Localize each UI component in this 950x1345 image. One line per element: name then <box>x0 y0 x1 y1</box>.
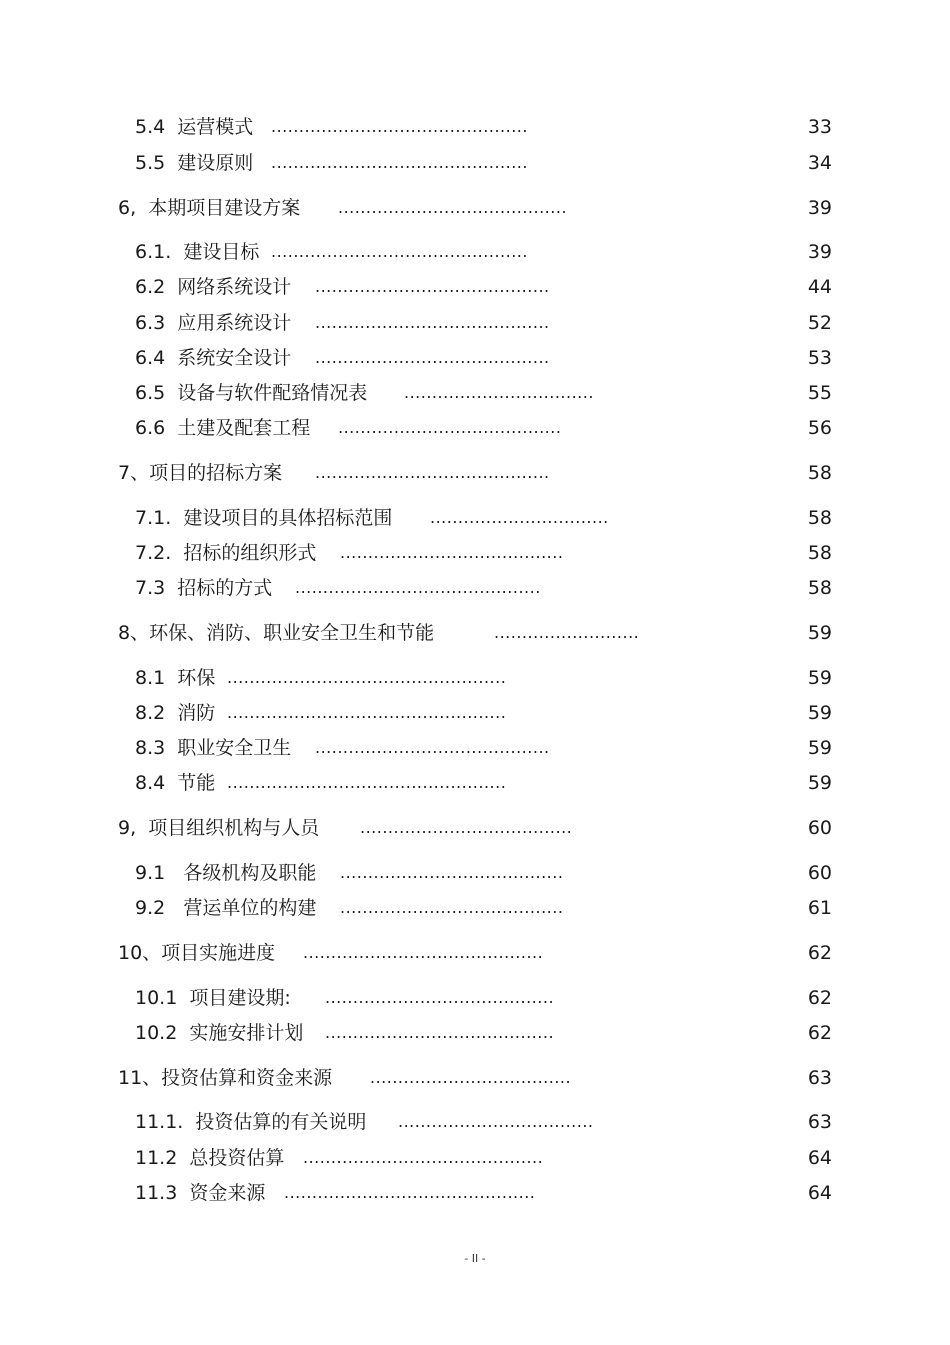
toc-page-number: 55 <box>807 382 832 404</box>
toc-page-number: 33 <box>807 116 832 138</box>
toc-leader-dots: .......................................... <box>315 463 550 482</box>
toc-entry[interactable] <box>135 505 609 531</box>
toc-entry-label: 9.1 各级机构及职能 <box>135 862 317 884</box>
toc-entry[interactable] <box>135 1109 594 1135</box>
toc-entry[interactable] <box>135 310 550 336</box>
toc-page-number: 58 <box>807 542 832 564</box>
toc-leader-dots: ............................................ <box>295 578 541 597</box>
toc-entry-label: 5.4 运营模式 <box>135 116 254 138</box>
toc-leader-dots: .............................................. <box>271 242 528 261</box>
toc-entry[interactable] <box>135 274 550 300</box>
toc-page-number: 59 <box>807 702 832 724</box>
toc-leader-dots: .............................................. <box>271 153 528 172</box>
toc-leader-dots: ................................... <box>398 1112 594 1131</box>
toc-entry-label: 8.2 消防 <box>135 702 216 724</box>
toc-leader-dots: .................................... <box>370 1068 572 1087</box>
toc-leader-dots: ........................................ <box>340 863 564 882</box>
toc-entry-label: 11、投资估算和资金来源 <box>118 1067 333 1089</box>
toc-page-number: 52 <box>807 312 832 334</box>
toc-entry[interactable] <box>135 895 564 921</box>
toc-entry[interactable] <box>118 620 640 646</box>
toc-entry[interactable] <box>135 1145 544 1171</box>
toc-page-number: 39 <box>807 241 832 263</box>
toc-leader-dots: ......................................... <box>325 1023 555 1042</box>
page-footer: - II - <box>464 1252 486 1265</box>
toc-page-number: 58 <box>807 577 832 599</box>
toc-entry-label: 11.2 总投资估算 <box>135 1147 285 1169</box>
toc-entry-label: 6.5 设备与软件配臵情况表 <box>135 382 368 404</box>
toc-entry-label: 6.4 系统安全设计 <box>135 347 292 369</box>
toc-entry-label: 7.3 招标的方式 <box>135 577 273 599</box>
toc-entry[interactable] <box>135 415 562 441</box>
toc-leader-dots: ........................................... <box>303 943 544 962</box>
toc-page-number: 63 <box>807 1111 832 1133</box>
toc-entry-label: 8.4 节能 <box>135 772 216 794</box>
toc-page-number: 53 <box>807 347 832 369</box>
toc-page-number: 59 <box>807 667 832 689</box>
toc-leader-dots: ......................................... <box>338 198 568 217</box>
toc-entry[interactable] <box>135 985 555 1011</box>
toc-page-number: 60 <box>807 817 832 839</box>
toc-entry-label: 10.2 实施安排计划 <box>135 1022 304 1044</box>
toc-entry-label: 8.1 环保 <box>135 667 216 689</box>
toc-page-number: 58 <box>807 507 832 529</box>
toc-entry-label: 7、项目的招标方案 <box>118 462 283 484</box>
toc-entry-label: 6.3 应用系统设计 <box>135 312 292 334</box>
toc-leader-dots: ........................................ <box>340 543 564 562</box>
toc-entry[interactable] <box>135 735 550 761</box>
toc-leader-dots: .................................................. <box>227 773 507 792</box>
toc-leader-dots: .......................................... <box>315 738 550 757</box>
toc-entry-label: 6.2 网络系统设计 <box>135 276 292 298</box>
toc-entry[interactable] <box>118 940 544 966</box>
toc-entry-label: 8.3 职业安全卫生 <box>135 737 292 759</box>
toc-leader-dots: .................................................. <box>227 703 507 722</box>
toc-leader-dots: .................................................. <box>227 668 507 687</box>
toc-page-number: 58 <box>807 462 832 484</box>
toc-leader-dots: .................................. <box>404 383 594 402</box>
toc-entry[interactable] <box>135 1180 536 1206</box>
toc-leader-dots: .......................... <box>494 623 640 642</box>
toc-leader-dots: .......................................... <box>315 348 550 367</box>
toc-leader-dots: ........................................... <box>303 1148 544 1167</box>
toc-leader-dots: .............................................. <box>271 117 528 136</box>
toc-entry[interactable] <box>135 770 507 796</box>
toc-entry-label: 6.1. 建设目标 <box>135 241 260 263</box>
toc-entry[interactable] <box>118 195 568 221</box>
toc-entry-label: 11.3 资金来源 <box>135 1182 266 1204</box>
toc-page-number: 59 <box>807 622 832 644</box>
toc-leader-dots: .......................................... <box>315 313 550 332</box>
toc-page-number: 56 <box>807 417 832 439</box>
toc-page-number: 61 <box>807 897 832 919</box>
toc-entry[interactable] <box>135 239 528 265</box>
toc-page-number: 63 <box>807 1067 832 1089</box>
toc-entry[interactable] <box>135 700 507 726</box>
toc-page-number: 62 <box>807 942 832 964</box>
toc-entry-label: 6, 本期项目建设方案 <box>118 197 301 219</box>
toc-entry-label: 9.2 营运单位的构建 <box>135 897 317 919</box>
toc-leader-dots: ........................................ <box>340 898 564 917</box>
toc-page-number: 34 <box>807 152 832 174</box>
toc-entry-label: 7.1. 建设项目的具体招标范围 <box>135 507 393 529</box>
toc-entry-label: 9, 项目组织机构与人员 <box>118 817 320 839</box>
toc-entry-label: 10.1 项目建设期: <box>135 987 291 1009</box>
toc-leader-dots: .......................................... <box>315 277 550 296</box>
toc-entry[interactable] <box>135 860 564 886</box>
toc-entry-label: 11.1. 投资估算的有关说明 <box>135 1111 367 1133</box>
toc-entry[interactable] <box>135 665 507 691</box>
toc-leader-dots: ......................................... <box>325 988 555 1007</box>
toc-page-number: 44 <box>807 276 832 298</box>
toc-leader-dots: ........................................ <box>338 418 562 437</box>
toc-page-number: 64 <box>807 1147 832 1169</box>
toc-entry-label: 5.5 建设原则 <box>135 152 254 174</box>
toc-entry[interactable] <box>118 815 573 841</box>
toc-page-number: 59 <box>807 772 832 794</box>
toc-entry-label: 6.6 土建及配套工程 <box>135 417 311 439</box>
toc-entry[interactable] <box>135 1020 555 1046</box>
toc-entry[interactable] <box>135 150 528 176</box>
toc-entry[interactable] <box>118 460 550 486</box>
toc-entry[interactable] <box>135 540 564 566</box>
toc-entry-label: 7.2. 招标的组织形式 <box>135 542 317 564</box>
toc-page-number: 64 <box>807 1182 832 1204</box>
toc-entry[interactable] <box>135 575 541 601</box>
toc-page-number: 62 <box>807 987 832 1009</box>
toc-page-number: 60 <box>807 862 832 884</box>
toc-entry[interactable] <box>118 1065 572 1091</box>
toc-entry[interactable] <box>135 114 528 140</box>
toc-page-number: 39 <box>807 197 832 219</box>
toc-entry[interactable] <box>135 345 550 371</box>
toc-entry-label: 8、环保、消防、职业安全卫生和节能 <box>118 622 435 644</box>
toc-page-number: 59 <box>807 737 832 759</box>
toc-entry-label: 10、项目实施进度 <box>118 942 276 964</box>
toc-leader-dots: ............................................. <box>284 1183 536 1202</box>
toc-entry[interactable] <box>135 380 594 406</box>
toc-page-number: 62 <box>807 1022 832 1044</box>
toc-leader-dots: ...................................... <box>360 818 573 837</box>
toc-leader-dots: ................................ <box>430 508 609 527</box>
